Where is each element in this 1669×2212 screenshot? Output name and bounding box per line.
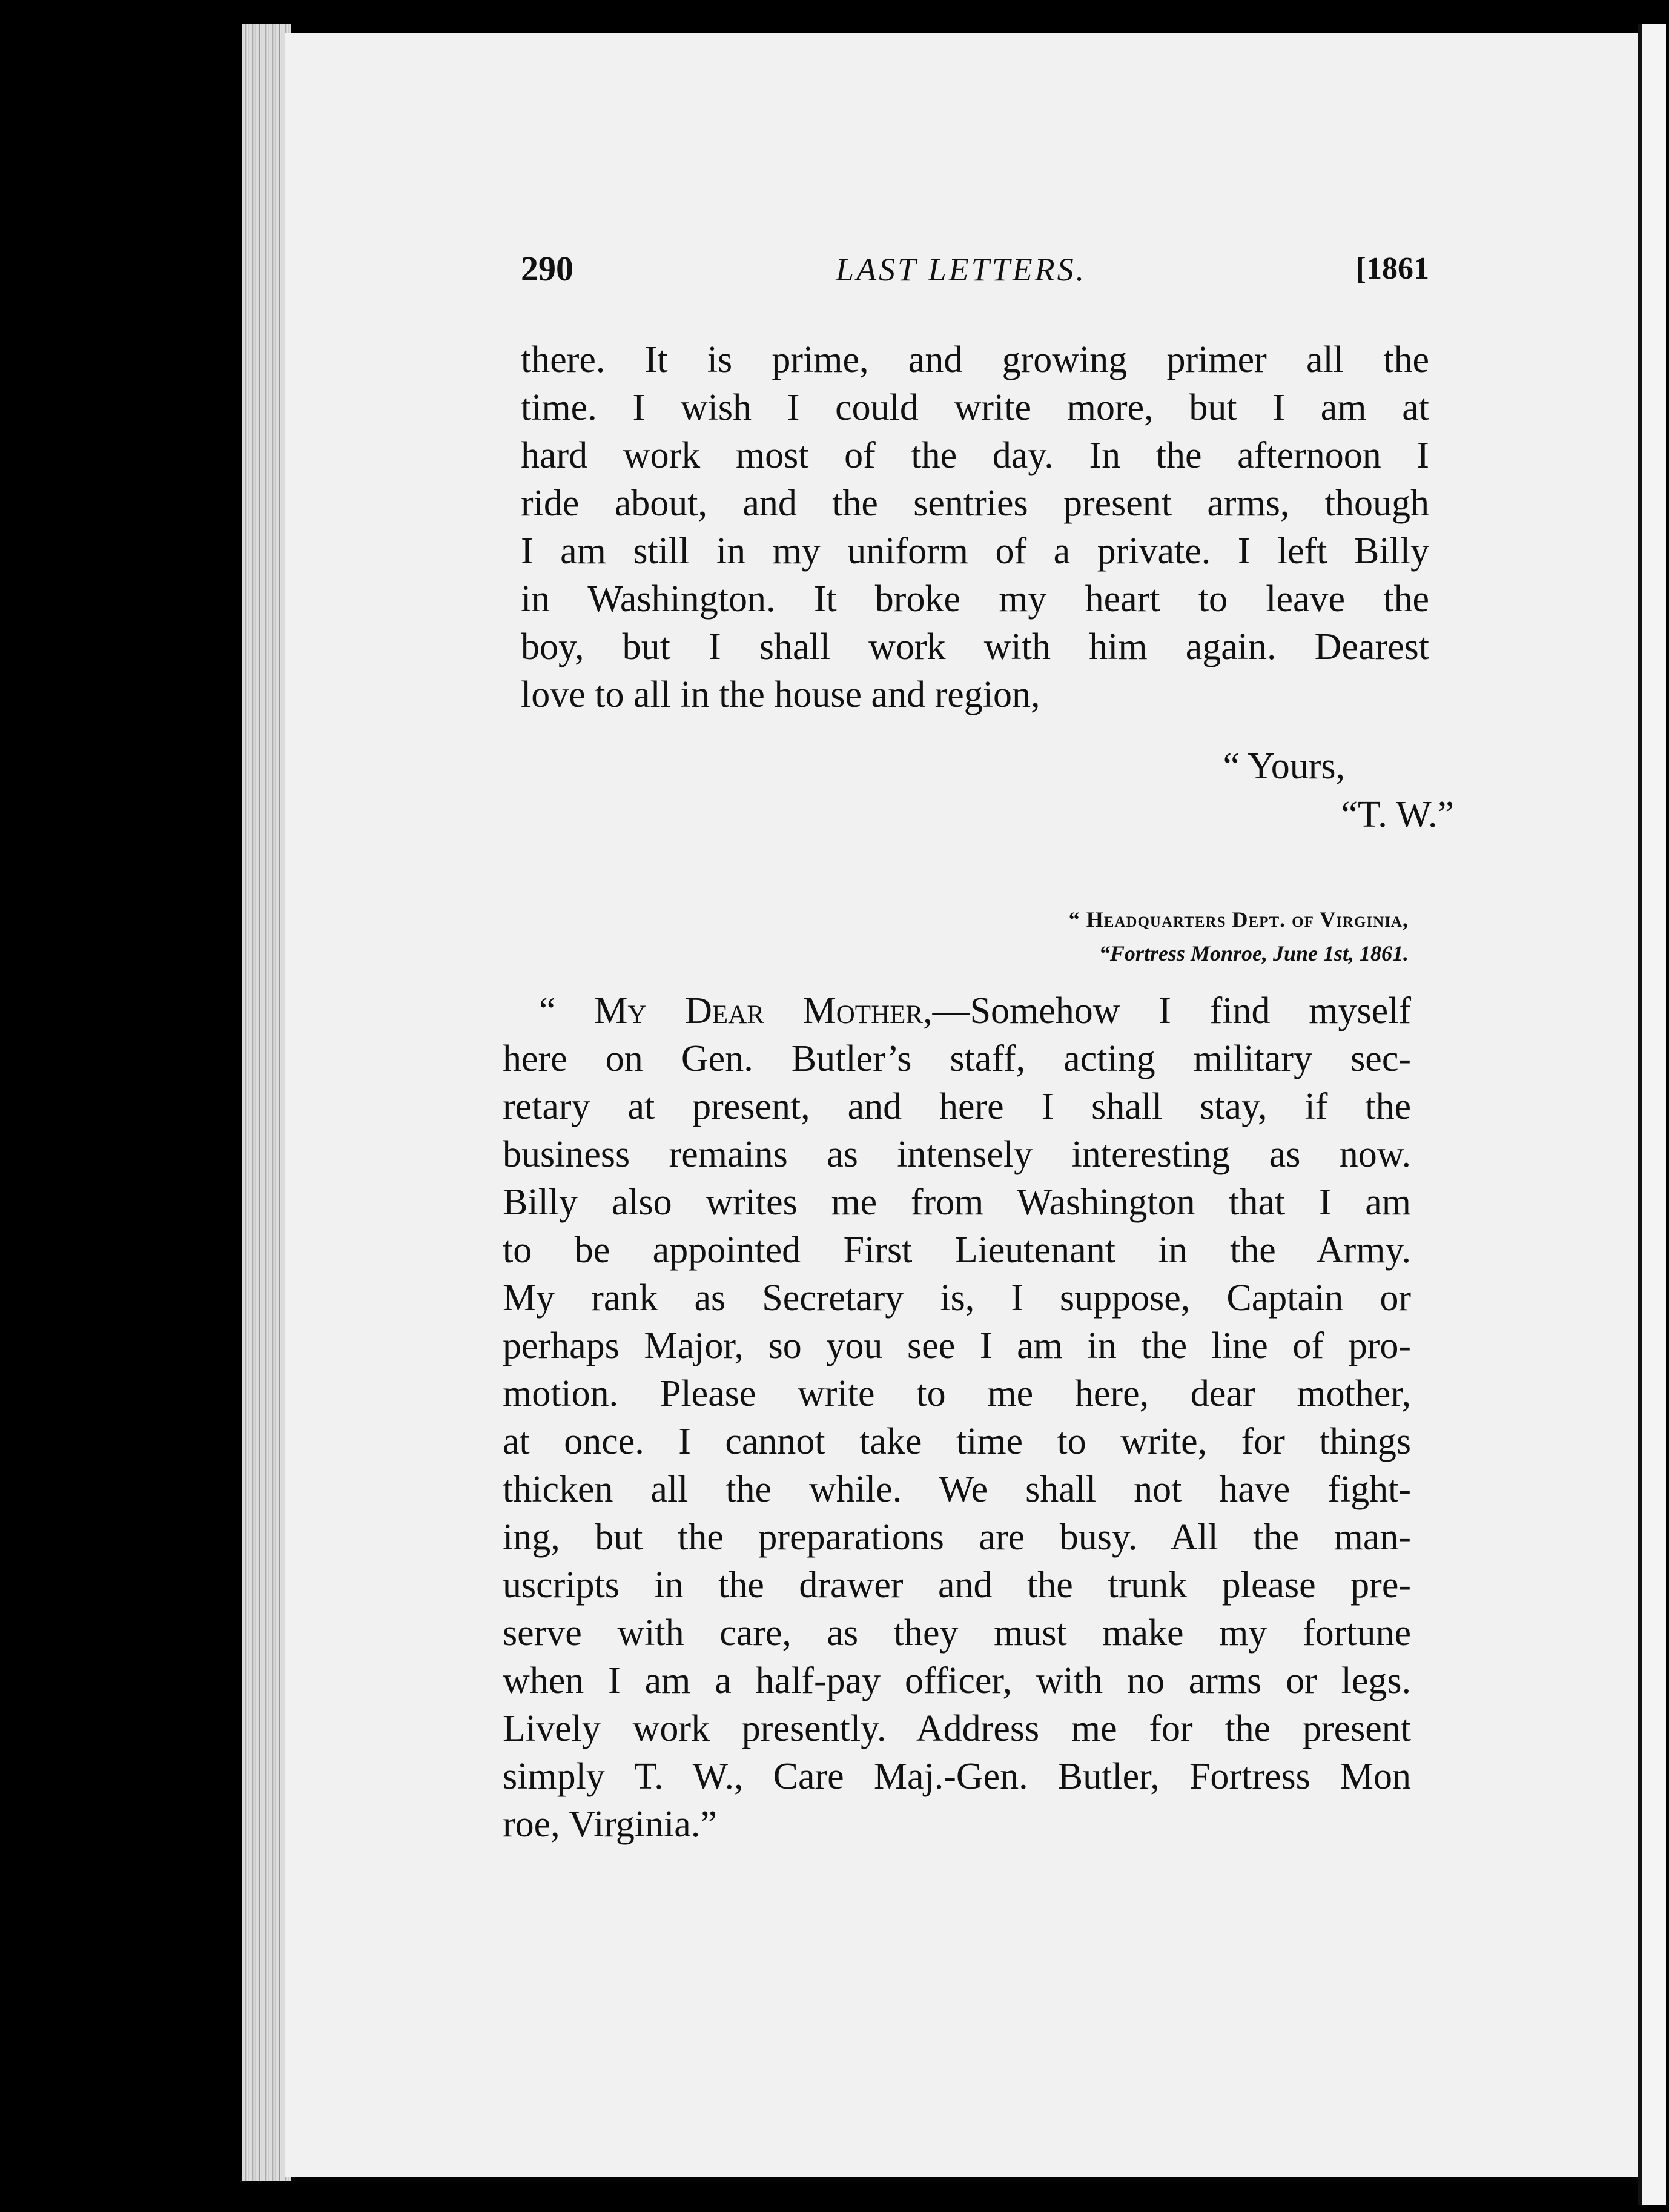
text-line: business remains as intensely interesting as now. bbox=[503, 1134, 1411, 1175]
text-line: love to all in the house and region, bbox=[521, 674, 1040, 715]
running-header bbox=[521, 248, 1429, 297]
running-title: LAST LETTERS. bbox=[836, 251, 1087, 288]
text-line: thicken all the while. We shall not have fight- bbox=[503, 1469, 1411, 1510]
book-page-edges bbox=[242, 24, 291, 2181]
salutation: “ My Dear Mother, bbox=[539, 990, 933, 1031]
salutation-line bbox=[503, 987, 1411, 1035]
text-line: at once. I cannot take time to write, for things bbox=[503, 1421, 1411, 1462]
text-line: to be appointed First Lieutenant in the Army. bbox=[503, 1230, 1411, 1271]
facing-page-edge bbox=[1638, 24, 1666, 2205]
signature: “T. W.” bbox=[1341, 794, 1454, 835]
running-year: [1861 bbox=[1355, 251, 1429, 286]
text-line: I am still in my uniform of a private. I left Billy bbox=[521, 531, 1429, 572]
text-line: there. It is prime, and growing primer all the bbox=[521, 339, 1429, 380]
dateline-date: “Fortress Monroe, June 1st, 1861. bbox=[1099, 941, 1409, 965]
text-line: Lively work presently. Address me for the present bbox=[503, 1708, 1411, 1749]
text-line: when I am a half-pay officer, with no arms or legs. bbox=[503, 1660, 1411, 1701]
dateline-place: “ Headquarters Dept. of Virginia, bbox=[1068, 907, 1409, 932]
text-line: hard work most of the day. In the afternoon I bbox=[521, 435, 1429, 476]
letter-2-dateline bbox=[1069, 902, 1409, 970]
letter-1-body bbox=[521, 336, 1429, 719]
text-line: retary at present, and here I shall stay, if the bbox=[503, 1086, 1411, 1127]
text-line: serve with care, as they must make my fortune bbox=[503, 1612, 1411, 1654]
text-line: simply T. W., Care Maj.-Gen. Butler, Fortress Mon bbox=[503, 1756, 1411, 1797]
text-line: ride about, and the sentries present arms, though bbox=[521, 483, 1429, 524]
text-line: boy, but I shall work with him again. Dearest bbox=[521, 626, 1429, 667]
closing: “ Yours, bbox=[1223, 746, 1345, 787]
first-line-text: —Somehow I find myself bbox=[932, 990, 1411, 1031]
page-number: 290 bbox=[521, 249, 573, 288]
letter-1-signoff bbox=[1223, 742, 1454, 839]
text-line: in Washington. It broke my heart to leave the bbox=[521, 578, 1429, 620]
text-line: perhaps Major, so you see I am in the line of pro- bbox=[503, 1325, 1411, 1366]
text-line: ing, but the preparations are busy. All the man- bbox=[503, 1517, 1411, 1558]
text-line: roe, Virginia.” bbox=[503, 1804, 717, 1845]
text-line: motion. Please write to me here, dear mother, bbox=[503, 1373, 1411, 1414]
text-line: time. I wish I could write more, but I am at bbox=[521, 387, 1429, 428]
text-line: uscripts in the drawer and the trunk please pre- bbox=[503, 1565, 1411, 1606]
text-line: here on Gen. Butler’s staff, acting military sec- bbox=[503, 1038, 1411, 1079]
text-line: Billy also writes me from Washington that I am bbox=[503, 1182, 1411, 1223]
text-line: My rank as Secretary is, I suppose, Captain or bbox=[503, 1277, 1411, 1319]
letter-2-body bbox=[503, 987, 1411, 1849]
